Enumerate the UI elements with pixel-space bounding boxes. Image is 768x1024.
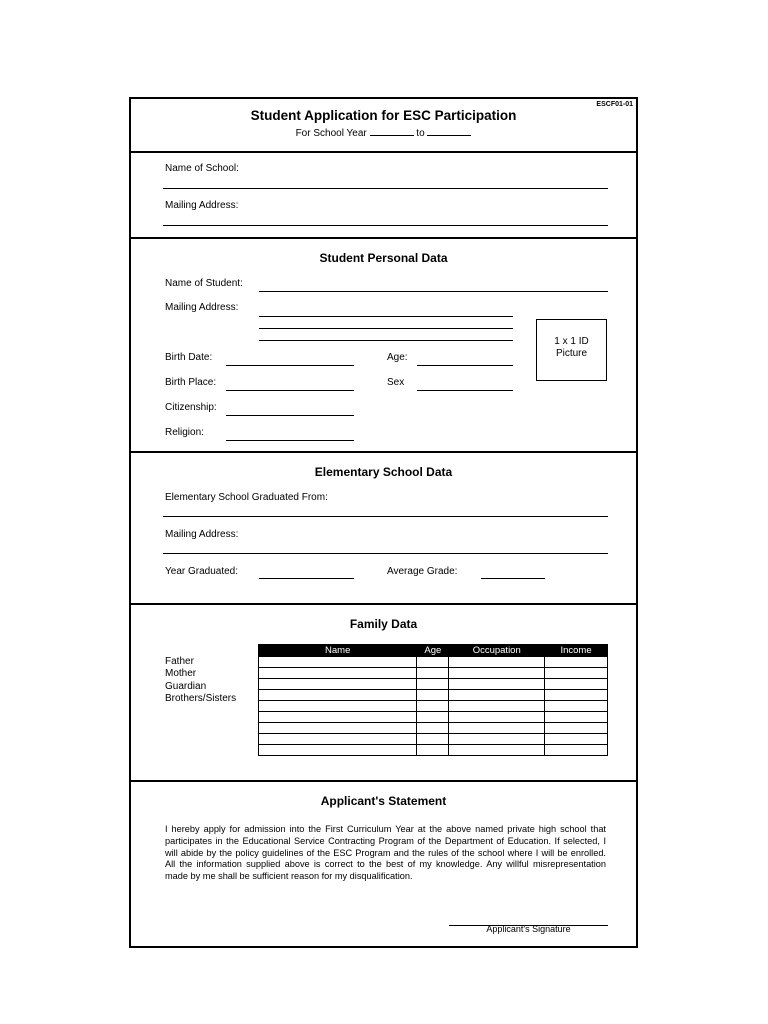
school-year-to-label: to	[416, 128, 425, 139]
income-cell[interactable]	[545, 657, 608, 668]
age-cell[interactable]	[417, 712, 449, 723]
name-cell[interactable]	[259, 745, 417, 756]
application-form	[129, 97, 638, 948]
occupation-cell[interactable]	[449, 734, 545, 745]
column-age: Age	[417, 645, 449, 657]
age-cell[interactable]	[417, 679, 449, 690]
occupation-cell[interactable]	[449, 690, 545, 701]
income-cell[interactable]	[545, 712, 608, 723]
table-row	[259, 657, 608, 668]
table-row	[259, 668, 608, 679]
form-header	[131, 99, 636, 153]
student-name-field[interactable]	[259, 291, 608, 292]
school-address-label: Mailing Address:	[165, 200, 239, 211]
school-name-label: Name of School:	[165, 163, 239, 174]
birth-date-label: Birth Date:	[165, 352, 213, 363]
family-heading: Family Data	[349, 617, 418, 631]
table-row	[259, 723, 608, 734]
table-row	[259, 679, 608, 690]
id-picture-size: 1 x 1 ID	[554, 336, 589, 347]
income-cell[interactable]	[545, 734, 608, 745]
form-title: Student Application for ESC Participation	[250, 108, 517, 123]
id-picture-label: Picture	[555, 348, 588, 359]
elementary-heading: Elementary School Data	[314, 465, 453, 479]
statement-text: I hereby apply for admission into the First Curriculum Year at the above named private high school that participates in the Educational Service Contracting Program of the Department of Education. If selected, I will abide by the policy guidelines of the ESC Program and the rules of the school where I will be enrolled. All the information supplied above is correct to the best of my knowledge. Any willful misrepresentation made by me shall be sufficient reason for my disqualification.	[165, 824, 606, 882]
citizenship-label: Citizenship:	[165, 402, 217, 413]
family-member-guardian: Guardian	[165, 681, 207, 692]
birth-place-field[interactable]	[226, 390, 354, 391]
family-member-mother: Mother	[165, 668, 197, 679]
family-member-father: Father	[165, 656, 194, 667]
statement-heading: Applicant's Statement	[320, 794, 447, 808]
age-field[interactable]	[417, 365, 513, 366]
statement-section	[131, 782, 636, 946]
elementary-school-label: Elementary School Graduated From:	[165, 492, 328, 503]
table-row	[259, 712, 608, 723]
column-name: Name	[259, 645, 417, 657]
school-section	[131, 153, 636, 239]
income-cell[interactable]	[545, 690, 608, 701]
age-cell[interactable]	[417, 690, 449, 701]
elementary-school-field[interactable]	[163, 516, 608, 517]
column-income: Income	[545, 645, 608, 657]
occupation-cell[interactable]	[449, 701, 545, 712]
age-cell[interactable]	[417, 734, 449, 745]
family-section	[131, 605, 636, 782]
occupation-cell[interactable]	[449, 679, 545, 690]
student-personal-section	[131, 239, 636, 453]
elementary-address-field[interactable]	[163, 553, 608, 554]
table-row	[259, 701, 608, 712]
column-occupation: Occupation	[449, 645, 545, 657]
school-name-field[interactable]	[163, 188, 608, 189]
occupation-cell[interactable]	[449, 723, 545, 734]
sex-label: Sex	[387, 377, 405, 388]
name-cell[interactable]	[259, 712, 417, 723]
family-member-siblings: Brothers/Sisters	[165, 693, 237, 704]
elementary-section	[131, 453, 636, 605]
table-row	[259, 745, 608, 756]
average-grade-field[interactable]	[481, 578, 545, 579]
school-address-field[interactable]	[163, 225, 608, 226]
income-cell[interactable]	[545, 701, 608, 712]
income-cell[interactable]	[545, 668, 608, 679]
age-cell[interactable]	[417, 745, 449, 756]
age-label: Age:	[387, 352, 408, 363]
age-cell[interactable]	[417, 723, 449, 734]
student-address-field-1[interactable]	[259, 316, 513, 317]
personal-heading: Student Personal Data	[319, 251, 448, 265]
year-graduated-field[interactable]	[259, 578, 354, 579]
school-year-line	[131, 126, 636, 139]
income-cell[interactable]	[545, 679, 608, 690]
occupation-cell[interactable]	[449, 668, 545, 679]
income-cell[interactable]	[545, 745, 608, 756]
id-picture-box	[536, 319, 607, 381]
signature-label: Applicant's Signature	[486, 924, 571, 934]
income-cell[interactable]	[545, 723, 608, 734]
name-cell[interactable]	[259, 701, 417, 712]
year-graduated-label: Year Graduated:	[165, 566, 239, 577]
occupation-cell[interactable]	[449, 657, 545, 668]
student-address-label: Mailing Address:	[165, 302, 239, 313]
average-grade-label: Average Grade:	[387, 566, 458, 577]
name-cell[interactable]	[259, 690, 417, 701]
age-cell[interactable]	[417, 657, 449, 668]
school-year-start-field[interactable]	[370, 126, 414, 136]
name-cell[interactable]	[259, 734, 417, 745]
occupation-cell[interactable]	[449, 745, 545, 756]
student-address-field-3[interactable]	[259, 340, 513, 341]
school-year-end-field[interactable]	[427, 126, 471, 136]
age-cell[interactable]	[417, 701, 449, 712]
name-cell[interactable]	[259, 668, 417, 679]
religion-label: Religion:	[165, 427, 204, 438]
name-cell[interactable]	[259, 657, 417, 668]
elementary-address-label: Mailing Address:	[165, 529, 239, 540]
table-row	[259, 690, 608, 701]
birth-date-field[interactable]	[226, 365, 354, 366]
citizenship-field[interactable]	[226, 415, 354, 416]
sex-field[interactable]	[417, 390, 513, 391]
form-code: ESCF01-01	[596, 101, 633, 108]
name-cell[interactable]	[259, 679, 417, 690]
age-cell[interactable]	[417, 668, 449, 679]
table-row	[259, 734, 608, 745]
student-address-field-2[interactable]	[259, 328, 513, 329]
name-cell[interactable]	[259, 723, 417, 734]
school-year-label: For School Year	[295, 128, 367, 139]
religion-field[interactable]	[226, 440, 354, 441]
family-table-header	[259, 645, 608, 657]
student-name-label: Name of Student:	[165, 278, 243, 289]
birth-place-label: Birth Place:	[165, 377, 217, 388]
family-table	[258, 644, 608, 756]
occupation-cell[interactable]	[449, 712, 545, 723]
